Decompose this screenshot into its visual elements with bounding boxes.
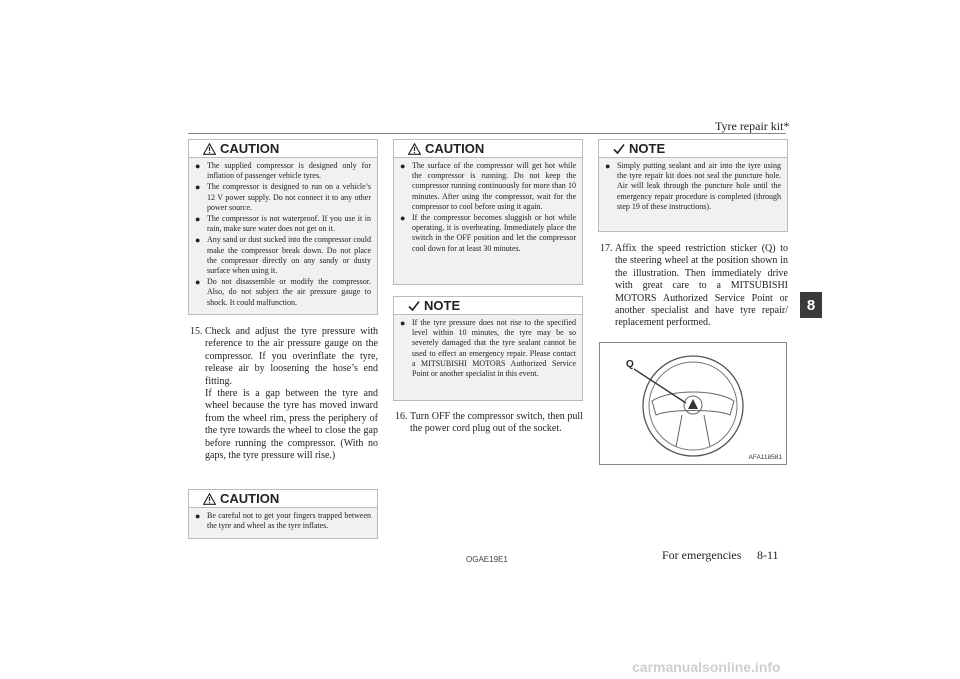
document-code: OGAE19E1 <box>466 555 508 564</box>
bullet-icon: ● <box>605 161 611 171</box>
step-number: 17. <box>600 243 613 254</box>
note-check-icon <box>613 143 625 155</box>
list-item <box>195 235 371 276</box>
step-15 <box>190 326 378 462</box>
caution-header <box>394 140 582 158</box>
caution-heading: CAUTION <box>425 141 485 156</box>
list-item <box>195 214 371 234</box>
step-text: Turn OFF the compressor switch, then pull the power cord plug out of the socket. <box>410 411 583 435</box>
step-number: 15. <box>190 326 203 337</box>
list-item-text: Simply putting sealant and air into the tyre using the tyre repair kit does not seal the puncture hole. Air will leak through the puncture hole until the emergency repair procedure is completed (through step 19 of these instructions). <box>617 161 781 211</box>
caution-heading: CAUTION <box>220 491 280 506</box>
list-item <box>400 318 576 379</box>
note-check-icon <box>408 300 420 312</box>
list-item <box>195 511 371 531</box>
list-item <box>195 161 371 181</box>
step-number: 16. <box>395 411 408 422</box>
list-item <box>400 213 576 254</box>
warning-triangle-icon <box>408 143 421 155</box>
footer-section-title: For emergencies <box>662 548 742 562</box>
figure-code: AFA118581 <box>748 454 782 461</box>
caution-box-3 <box>393 139 583 285</box>
note-box-2 <box>598 139 788 232</box>
caution-heading: CAUTION <box>220 141 280 156</box>
bullet-icon: ● <box>195 182 201 193</box>
list-item-text: The surface of the compressor will get hot while the compressor is running. Do not keep the compressor running continuously for more than 10 minutes. After using the compressor, wait for the compressor to cool before using it again. <box>412 161 576 211</box>
list-item <box>195 182 371 213</box>
step-17 <box>600 243 788 330</box>
bullet-icon: ● <box>195 161 201 171</box>
step-text: Check and adjust the tyre pressure with reference to the air pressure gauge on the compressor. If you overinflate the tyre, release air by loosening the hose’s end fitting. <box>205 326 378 387</box>
list-item-text: Be careful not to get your fingers trapped between the tyre and wheel as the tyre inflates. <box>207 511 371 531</box>
header-rule <box>188 133 786 134</box>
bullet-icon: ● <box>400 161 406 171</box>
bullet-icon: ● <box>400 213 406 224</box>
list-item-text: Do not disassemble or modify the compressor. Also, do not subject the air pressure gauge to shock. It could malfunction. <box>207 277 371 307</box>
bullet-icon: ● <box>195 277 201 288</box>
note-box-1 <box>393 296 583 401</box>
caution-header <box>189 140 377 158</box>
step-16 <box>395 411 583 436</box>
list-item <box>195 277 371 308</box>
warning-triangle-icon <box>203 493 216 505</box>
caution-header <box>189 490 377 508</box>
warning-triangle-icon <box>203 143 216 155</box>
list-item-text: If the compressor becomes sluggish or hot while operating, it is overheating. Immediately place the switch in the OFF position and let the compressor cool down for at least 30 minutes. <box>412 213 576 253</box>
steering-wheel-illustration <box>599 342 787 465</box>
figure-label-q: Q <box>626 359 634 370</box>
note-header <box>394 297 582 315</box>
list-item <box>400 161 576 212</box>
note-header <box>599 140 787 158</box>
caution-box-2 <box>188 489 378 539</box>
list-item-text: The compressor is not waterproof. If you use it in rain, make sure water does not get on it. <box>207 214 371 234</box>
note-heading: NOTE <box>424 298 461 313</box>
caution-box-1 <box>188 139 378 315</box>
page-header-title: Tyre repair kit* <box>715 119 790 133</box>
bullet-icon: ● <box>195 511 201 521</box>
list-item-text: Any sand or dust sucked into the compressor could make the compressor break down. Do not place the compressor directly on any sandy or dusty surface when using it. <box>207 235 371 276</box>
step-text-continued: If there is a gap between the tyre and wheel because the tyre has moved inward from the wheel rim, press the periphery of the tyre towards the wheel to close the gap before running the compressor. (With no gaps, the tyre pressure will rise.) <box>205 388 378 462</box>
note-heading: NOTE <box>629 141 666 156</box>
step-text: Affix the speed restriction sticker (Q) to the steering wheel at the position shown in the illustration. Then immediately drive with great care to a MITSUBISHI MOTORS Authorized Service Point or another specialist and have tyre repair/ replacement performed. <box>615 243 788 329</box>
list-item-text: The supplied compressor is designed only for inflation of passenger vehicle tyres. <box>207 161 371 181</box>
list-item-text: If the tyre pressure does not rise to the specified level within 10 minutes, the tyre may be so severely damaged that the tyre sealant cannot be used to effect an emergency repair. Please contact a MITSUBISHI MOTORS Authorized Service Point or another specialist in this event. <box>412 318 576 379</box>
page-number: 8-11 <box>757 548 779 562</box>
list-item <box>605 161 781 212</box>
bullet-icon: ● <box>195 235 201 246</box>
list-item-text: The compressor is designed to run on a vehicle’s 12 V power supply. Do not connect it to any other power source. <box>207 182 371 212</box>
watermark: carmanualsonline.info <box>632 659 781 675</box>
chapter-tab: 8 <box>800 292 822 318</box>
bullet-icon: ● <box>400 318 406 328</box>
bullet-icon: ● <box>195 214 201 225</box>
